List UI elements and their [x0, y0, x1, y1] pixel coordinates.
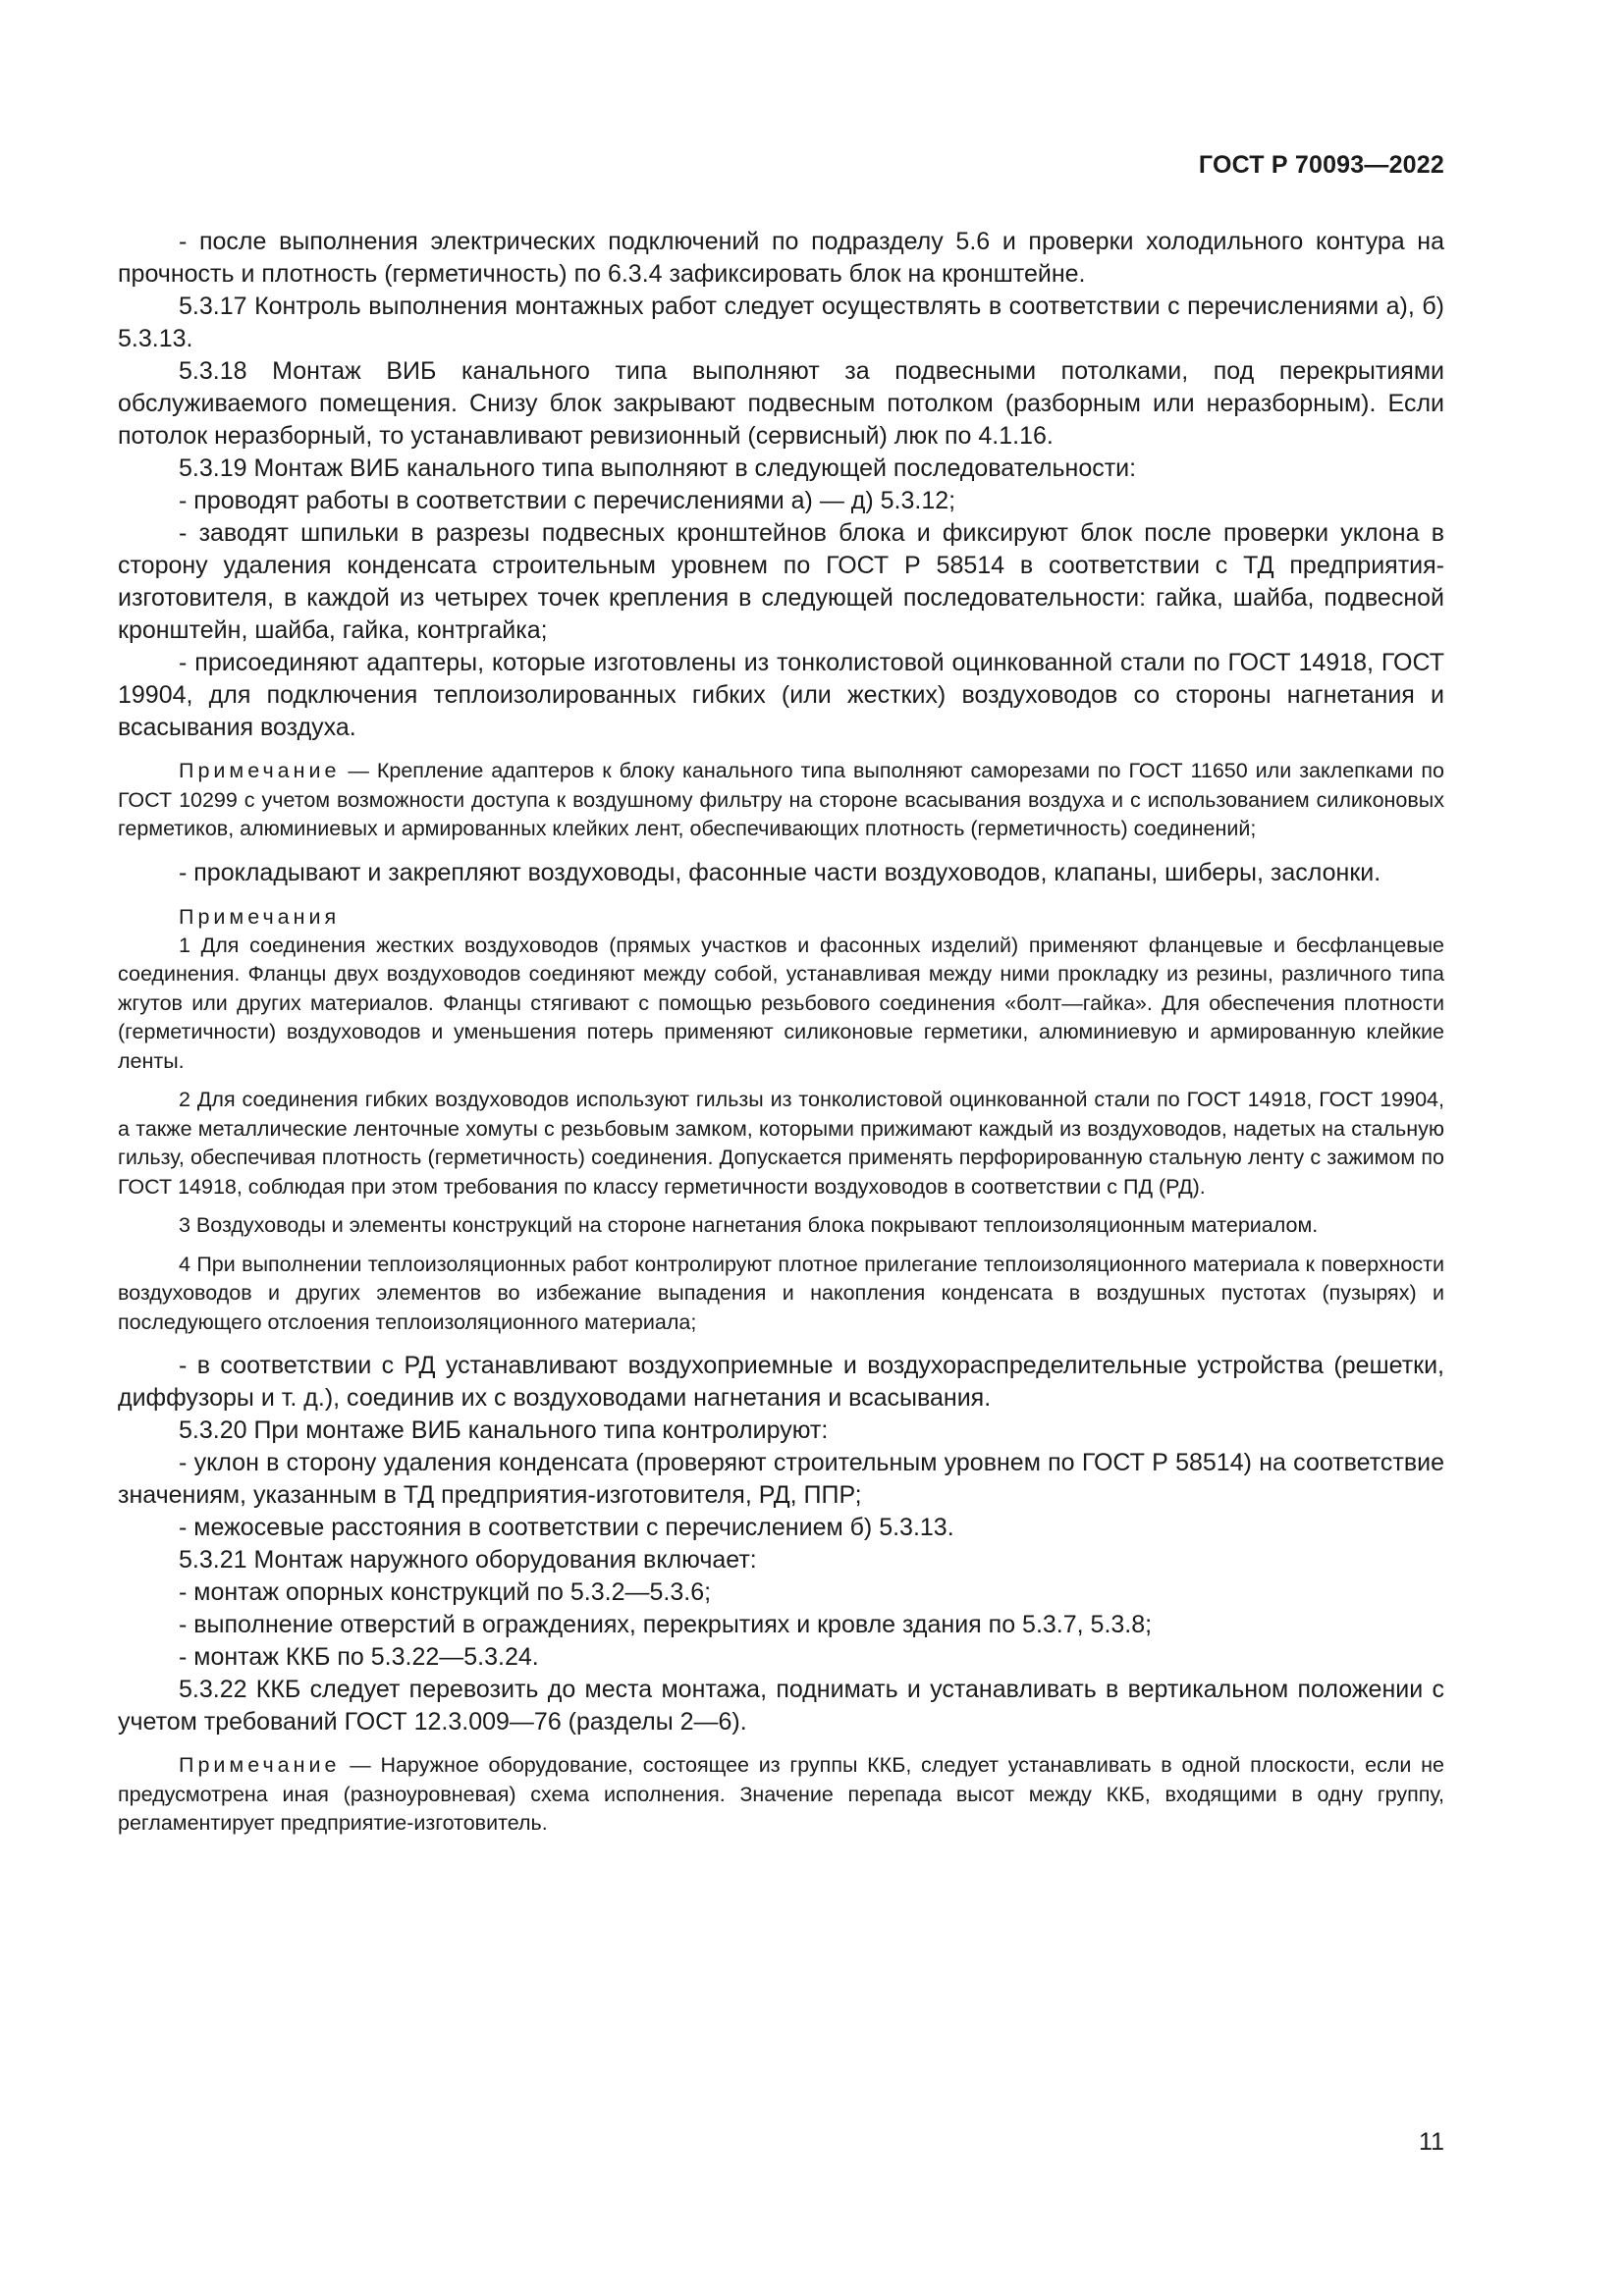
notes-list [118, 902, 1444, 1338]
paragraph: - заводят шпильки в разрезы подвесных кронштейнов блока и фиксируют блок после проверки уклона в сторону удаления конденсата строительным уровнем по ГОСТ Р 58514 в соответствии с ТД предприятия-изготовителя, в каждой из четырех точек крепления в следующей последовательности: гайка, шайба, подвесной кронштейн, шайба, гайка, контргайка; [118, 519, 1444, 644]
paragraph: - в соответствии с РД устанавливают воздухоприемные и воздухораспределительные устройства (решетки, диффузоры и т. д.), соединив их с воздуховодами нагнетания и всасывания. [118, 1352, 1444, 1412]
paragraph: 5.3.22 ККБ следует перевозить до места монтажа, поднимать и устанавливать в вертикальном положении с учетом требований ГОСТ 12.3.009—76 (разделы 2—6). [118, 1676, 1444, 1735]
paragraph: - после выполнения электрических подключений по подразделу 5.6 и проверки холодильного контура на прочность и плотность (герметичность) по 6.3.4 зафиксировать блок на кронштейне. [118, 228, 1444, 288]
note-paragraph [118, 757, 1444, 844]
note-item: 3 Воздуховоды и элементы конструкций на стороне нагнетания блока покрывают теплоизоляционным материалом. [179, 1213, 1319, 1237]
text-block-3 [118, 1350, 1444, 1738]
notes-heading: Примечания [179, 904, 341, 929]
note-label: Примечание [179, 759, 341, 782]
note-2 [118, 1751, 1444, 1839]
note-1 [118, 757, 1444, 844]
text-block-1 [118, 226, 1444, 744]
paragraph: - уклон в сторону удаления конденсата (проверяют строительным уровнем по ГОСТ Р 58514) на соответствие значениям, указанным в ТД предприятия-изготовителя, РД, ППР; [118, 1449, 1444, 1509]
note-paragraph [118, 1751, 1444, 1839]
paragraph: - выполнение отверстий в ограждениях, перекрытиях и кровле здания по 5.3.7, 5.3.8; [179, 1611, 1153, 1638]
paragraph: 5.3.19 Монтаж ВИБ канального типа выполняют в следующей последовательности: [179, 454, 1137, 482]
note-text: — Наружное оборудование, состоящее из группы ККБ, следует устанавливать в одной плоскости, если не предусмотрена иная (разноуровневая) схема исполнения. Значение перепада высот между ККБ, входящими в одну группу, регламентирует предприятие-изготовитель. [118, 1753, 1444, 1835]
note-label: Примечание [179, 1753, 341, 1777]
paragraph: - присоединяют адаптеры, которые изготовлены из тонколистовой оцинкованной стали по ГОСТ 14918, ГОСТ 19904, для подключения теплоизолированных гибких (или жестких) воздуховодов со стороны нагнетания и всасывания воздуха. [118, 649, 1444, 741]
paragraph: - проводят работы в соответствии с перечислениями а) — д) 5.3.12; [179, 487, 956, 514]
paragraph: 5.3.21 Монтаж наружного оборудования включает: [179, 1546, 757, 1574]
note-item: 1 Для соединения жестких воздуховодов (прямых участков и фасонных изделий) применяют фланцевые и бесфланцевые соединения. Фланцы двух воздуховодов соединяют между собой, устанавливая между ними прокладку из резины, различного типа жгутов или других материалов. Фланцы стягивают с помощью резьбового соединения «болт—гайка». Для обеспечения плотности (герметичности) воздуховодов и уменьшения потерь применяют силиконовые герметики, алюминиевую и армированную клейкие ленты. [118, 933, 1444, 1073]
standard-id: ГОСТ Р 70093—2022 [1198, 151, 1444, 179]
paragraph: - прокладывают и закрепляют воздуховоды, фасонные части воздуховодов, клапаны, шиберы, заслонки. [179, 858, 1381, 886]
paragraph: - монтаж ККБ по 5.3.22—5.3.24. [179, 1643, 539, 1671]
paragraph: 5.3.18 Монтаж ВИБ канального типа выполняют за подвесными потолками, под перекрытиями обслуживаемого помещения. Снизу блок закрывают подвесным потолком (разборным или неразборным). Если потолок неразборный, то устанавливают ревизионный (сервисный) люк по 4.1.16. [118, 357, 1444, 450]
page-number: 11 [1419, 2128, 1444, 2156]
paragraph: 5.3.20 При монтаже ВИБ канального типа контролируют: [179, 1416, 829, 1444]
text-block-2 [118, 857, 1444, 889]
paragraph: 5.3.17 Контроль выполнения монтажных работ следует осуществлять в соответствии с перечислениями а), б) 5.3.13. [118, 293, 1444, 352]
document-body [118, 226, 1444, 1851]
note-item: 2 Для соединения гибких воздуховодов используют гильзы из тонколистовой оцинкованной стали по ГОСТ 14918, ГОСТ 19904, а также металлические ленточные хомуты с резьбовым замком, которыми прижимают каждый из воздуховодов, надетых на стальную гильзу, обеспечивая плотность (герметичность) соединения. Допускается применять перфорированную стальную ленту с зажимом по ГОСТ 14918, соблюдая при этом требования по классу герметичности воздуховодов в соответствии с ПД (РД). [118, 1088, 1444, 1199]
paragraph: - межосевые расстояния в соответствии с перечислением б) 5.3.13. [179, 1514, 954, 1541]
paragraph: - монтаж опорных конструкций по 5.3.2—5.3.6; [179, 1578, 712, 1606]
note-text: — Крепление адаптеров к блоку канального типа выполняют саморезами по ГОСТ 11650 или заклепками по ГОСТ 10299 с учетом возможности доступа к воздушному фильтру на стороне всасывания воздуха и с использованием силиконовых герметиков, алюминиевых и армированных клейких лент, обеспечивающих плотность (герметичность) соединений; [118, 759, 1444, 840]
note-item: 4 При выполнении теплоизоляционных работ контролируют плотное прилегание теплоизоляционного материала к поверхности воздуховодов и других элементов во избежание выпадения и накопления конденсата в воздушных пустотах (пузырях) и последующего отслоения теплоизоляционного материала; [118, 1252, 1444, 1334]
